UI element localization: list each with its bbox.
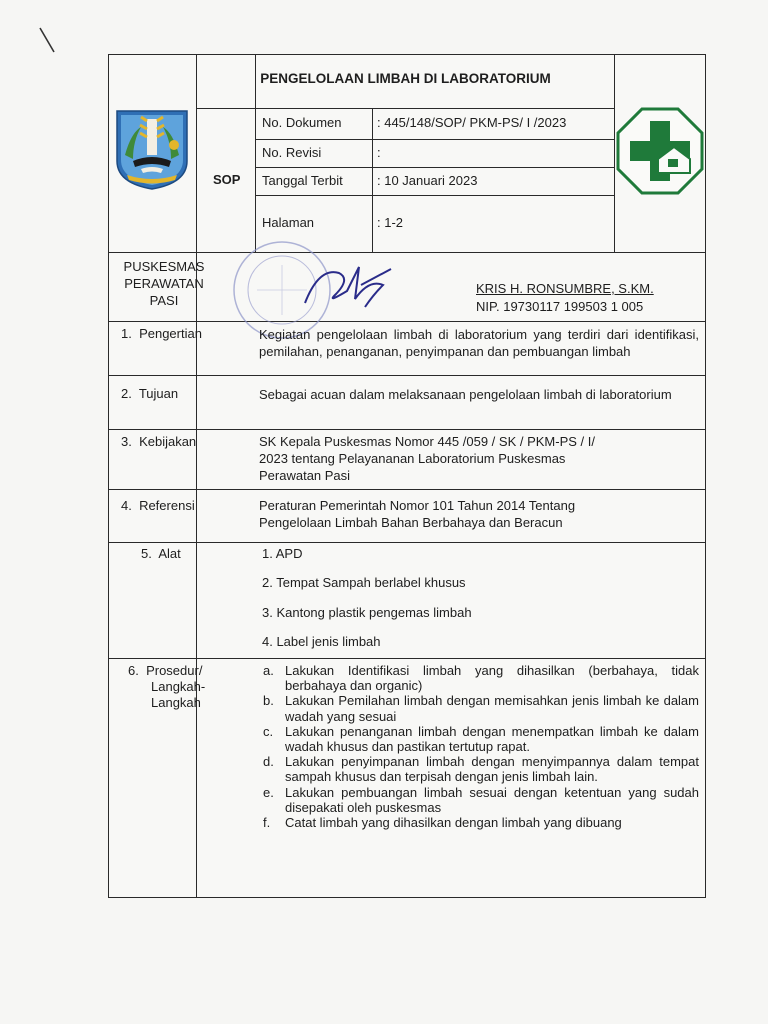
institution-name-line2: PERAWATAN (124, 276, 204, 291)
step-text: Lakukan pembuangan limbah sesuai dengan ketentuan yang sudah disepakati oleh puskesmas (285, 784, 699, 815)
alat-item: 1. APD (262, 546, 303, 561)
alat-item: 3. Kantong plastik pengemas limbah (262, 605, 472, 620)
section-label-prosedur-line2: Langkah- (151, 679, 206, 694)
section-content-pengertian: Kegiatan pengelolaan limbah di laboratorium yang terdiri dari identifikasi, pemilahan, penanganan, penyimpanan dan pembuangan limbah (259, 327, 699, 359)
signature (299, 255, 399, 315)
signatory-name: KRIS H. RONSUMBRE, S.KM. (476, 281, 654, 296)
field-label-tanggal-terbit: Tanggal Terbit (262, 173, 343, 188)
procedure-step (259, 693, 699, 723)
procedure-step (259, 785, 699, 815)
institution-name-line1: PUSKESMAS (123, 259, 205, 274)
section-label-prosedur-line1: 6. Prosedur/ (128, 663, 203, 678)
section-content-kebijakan-line1: SK Kepala Puskesmas Nomor 445 /059 / SK / PKM-PS / I/ (259, 434, 595, 449)
signatory-nip: NIP. 19730117 199503 1 005 (476, 299, 644, 314)
regional-emblem-logo (111, 105, 193, 191)
procedure-steps (259, 663, 699, 830)
step-letter: f. (263, 815, 271, 831)
step-text: Lakukan penyimpanan limbah dengan menyimpannya dalam tempat sampah khusus dan terpisah dengan jenis limbah lain. (285, 754, 699, 785)
step-letter: e. (263, 784, 274, 800)
section-label-alat: 5. Alat (141, 546, 181, 561)
field-value-tanggal-terbit: : 10 Januari 2023 (377, 173, 478, 188)
field-value-no-revisi: : (377, 145, 381, 160)
field-label-halaman: Halaman (262, 215, 315, 230)
step-letter: c. (263, 723, 274, 739)
section-content-kebijakan-line3: Perawatan Pasi (259, 468, 351, 483)
section-content-referensi-line2: Pengelolaan Limbah Bahan Berbahaya dan Beracun (259, 515, 563, 530)
step-text: Catat limbah yang dihasilkan dengan limbah yang dibuang (285, 815, 622, 831)
step-text: Lakukan Identifikasi limbah yang dihasilkan (berbahaya, tidak berbahaya dan organic) (285, 663, 699, 694)
step-letter: d. (263, 754, 274, 770)
field-value-no-dokumen: : 445/148/SOP/ PKM-PS/ I /2023 (377, 115, 567, 130)
section-content-tujuan: Sebagai acuan dalam melaksanaan pengelolaan limbah di laboratorium (259, 387, 672, 402)
section-label-referensi: 4. Referensi (121, 498, 195, 513)
alat-item: 2. Tempat Sampah berlabel khusus (262, 575, 466, 590)
step-letter: a. (263, 663, 274, 678)
procedure-step (259, 815, 699, 830)
field-label-no-dokumen: No. Dokumen (262, 115, 342, 130)
section-content-referensi-line1: Peraturan Pemerintah Nomor 101 Tahun 2014 Tentang (259, 498, 576, 513)
section-label-pengertian: 1. Pengertian (121, 326, 202, 341)
procedure-step (259, 754, 699, 784)
puskesmas-health-logo (616, 107, 704, 195)
document-title: PENGELOLAAN LIMBAH DI LABORATORIUM (260, 71, 551, 86)
section-label-tujuan: 2. Tujuan (121, 386, 179, 401)
sop-label: SOP (213, 172, 241, 187)
sop-table (108, 54, 706, 898)
step-letter: b. (263, 693, 274, 709)
alat-item: 4. Label jenis limbah (262, 634, 381, 649)
section-label-kebijakan: 3. Kebijakan (121, 434, 197, 449)
field-label-no-revisi: No. Revisi (262, 145, 322, 160)
step-text: Lakukan penanganan limbah dengan menempatkan limbah ke dalam wadah khusus dan pastikan tertutup rapat. (285, 723, 699, 755)
section-label-prosedur-line3: Langkah (151, 695, 201, 710)
procedure-step (259, 724, 699, 754)
section-content-kebijakan-line2: 2023 tentang Pelayananan Laboratorium Puskesmas (259, 451, 566, 466)
pen-mark (38, 26, 56, 54)
step-text: Lakukan Pemilahan limbah dengan memisahkan jenis limbah ke dalam wadah yang sesuai (285, 693, 699, 724)
institution-name-line3: PASI (149, 293, 179, 308)
procedure-step (259, 663, 699, 693)
field-value-halaman: : 1-2 (377, 215, 404, 230)
